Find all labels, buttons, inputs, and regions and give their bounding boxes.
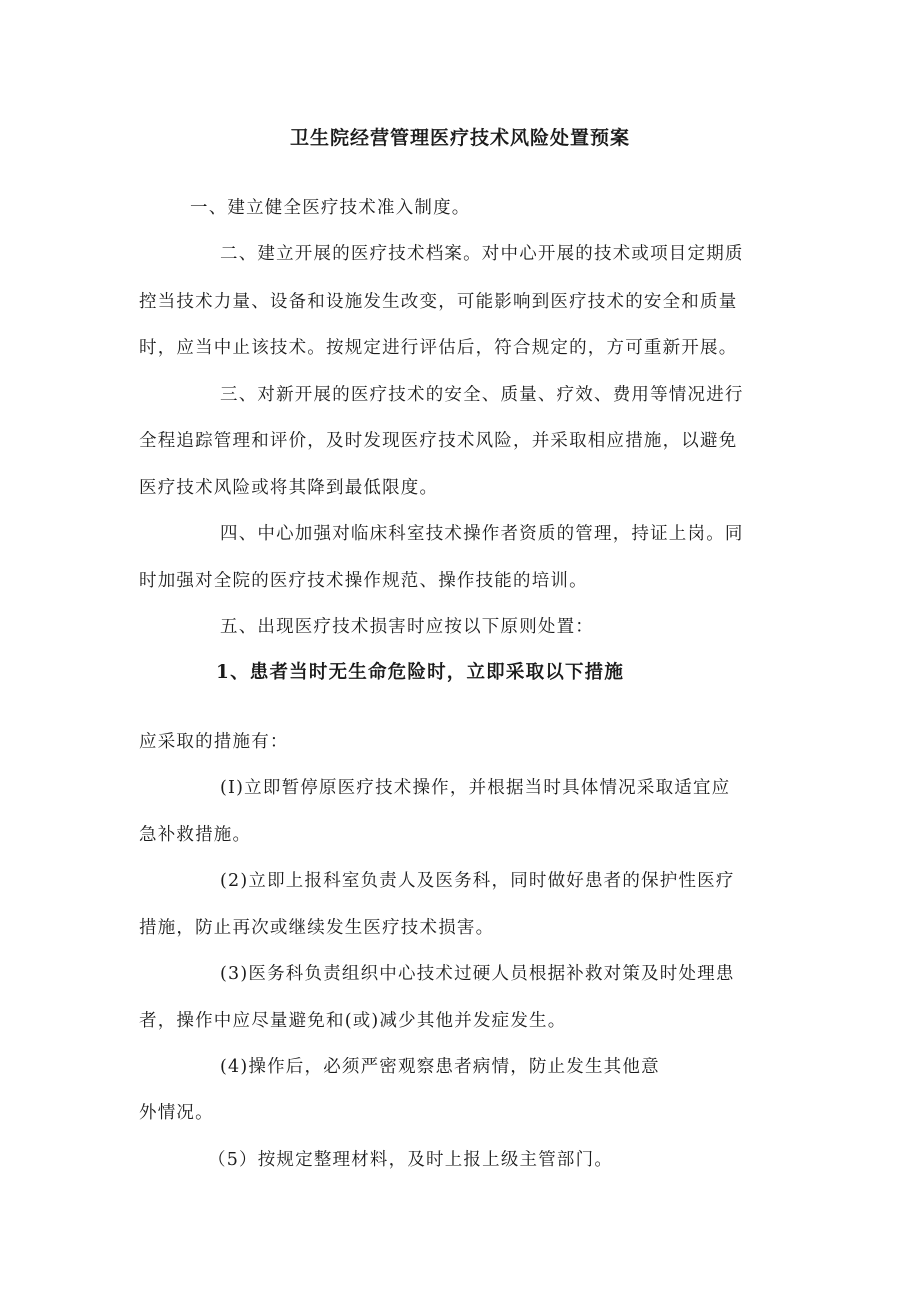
list-item-line: (4)操作后，必须严密观察患者病情，防止发生其他意 bbox=[220, 1057, 660, 1077]
paragraph-line: 全程追踪管理和评价，及时发现医疗技术风险，并采取相应措施，以避免 bbox=[139, 431, 738, 451]
paragraph-line: 控当技术力量、设备和设施发生改变，可能影响到医疗技术的安全和质量 bbox=[139, 292, 738, 312]
list-item-line: 外情况。 bbox=[139, 1103, 214, 1123]
paragraph-line: 二、建立开展的医疗技术档案。对中心开展的技术或项目定期质 bbox=[220, 244, 744, 264]
list-item-line: 者，操作中应尽量避免和(或)减少其他并发症发生。 bbox=[139, 1011, 567, 1031]
list-item-line: 措施，防止再次或继续发生医疗技术损害。 bbox=[139, 918, 495, 938]
paragraph-line: 五、出现医疗技术损害时应按以下原则处置： bbox=[220, 617, 594, 637]
paragraph-line: 应采取的措施有： bbox=[139, 732, 289, 752]
document-title: 卫生院经营管理医疗技术风险处置预案 bbox=[289, 127, 630, 149]
paragraph-line: 三、对新开展的医疗技术的安全、质量、疗效、费用等情况进行 bbox=[220, 385, 744, 405]
list-item-line: (2)立即上报科室负责人及医务科，同时做好患者的保护性医疗 bbox=[220, 871, 735, 891]
list-item-line: 急补救措施。 bbox=[139, 825, 252, 845]
paragraph-line: 时，应当中止该技术。按规定进行评估后，符合规定的，方可重新开展。 bbox=[139, 338, 738, 358]
list-item-line: (3)医务科负责组织中心技术过硬人员根据补救对策及时处理患 bbox=[220, 964, 735, 984]
section-heading: 1、患者当时无生命危险时，立即采取以下措施 bbox=[216, 662, 625, 683]
paragraph-line: 一、建立健全医疗技术准入制度。 bbox=[190, 198, 471, 218]
list-item-line: （5）按规定整理材料，及时上报上级主管部门。 bbox=[208, 1150, 614, 1170]
paragraph-line: 四、中心加强对临床科室技术操作者资质的管理，持证上岗。同 bbox=[220, 524, 744, 544]
paragraph-line: 时加强对全院的医疗技术操作规范、操作技能的培训。 bbox=[139, 571, 588, 591]
paragraph-line: 医疗技术风险或将其降到最低限度。 bbox=[139, 478, 439, 498]
list-item-line: (I)立即暂停原医疗技术操作，并根据当时具体情况采取适宜应 bbox=[220, 778, 731, 798]
